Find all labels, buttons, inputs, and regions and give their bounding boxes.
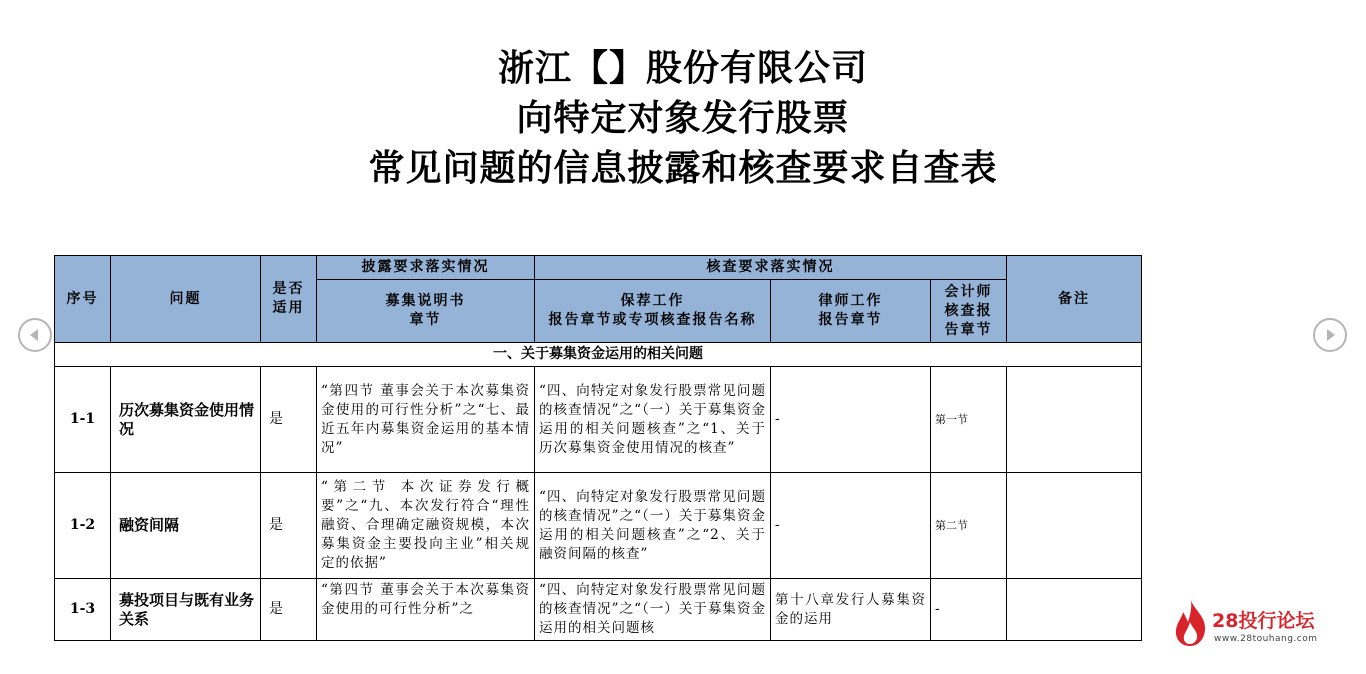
logo-name: 28投行论坛 [1212,610,1315,632]
title-line-3: 常见问题的信息披露和核查要求自查表 [368,148,998,189]
header-seq: 序号 [55,256,111,343]
table-row [55,579,1142,641]
row-question: 募投项目与既有业务关系 [111,579,261,641]
title-line-1: 浙江【】股份有限公司 [497,48,868,89]
row-sponsor: “四、向特定对象发行股票常见问题的核查情况”之“（一）关于募集资金运用的相关问题核查”之“1、关于历次募集资金使用情况的核查” [535,367,771,473]
table-row [55,473,1142,579]
row-number: 1-1 [55,367,111,473]
row-question: 历次募集资金使用情况 [111,367,261,473]
row-remarks [1007,473,1142,579]
row-sponsor: “四、向特定对象发行股票常见问题的核查情况”之“（一）关于募集资金运用的相关问题核 [535,579,771,641]
row-lawyer: 第十八章发行人募集资金的运用 [771,579,931,641]
row-applicable: 是 [261,473,317,579]
flame-icon [1172,598,1210,648]
row-prospectus: “第四节 董事会关于本次募集资金使用的可行性分析”之“七、最近五年内募集资金运用的基本情况” [317,367,535,473]
table-row [55,367,1142,473]
site-logo [1172,598,1342,648]
header-verification-group: 核查要求落实情况 [535,256,1007,280]
header-remarks: 备注 [1007,256,1142,343]
title-line-2: 向特定对象发行股票 [516,98,850,139]
header-question: 问题 [111,256,261,343]
row-accountant: 第一节 [931,367,1007,473]
header-disclosure-group: 披露要求落实情况 [317,256,535,280]
header-applicable: 是否 适用 [261,256,317,343]
row-remarks [1007,579,1142,641]
header-accountant: 会计师 核查报 告章节 [931,280,1007,343]
row-lawyer: - [771,473,931,579]
document-title [0,44,1366,194]
row-question: 融资间隔 [111,473,261,579]
chevron-right-icon [1315,320,1345,350]
row-accountant: - [931,579,1007,641]
header-sponsor: 保荐工作 报告章节或专项核查报告名称 [535,280,771,343]
next-slide-button[interactable] [1313,318,1347,352]
chevron-left-icon [20,320,50,350]
row-applicable: 是 [261,367,317,473]
row-lawyer: - [771,367,931,473]
row-prospectus: “第四节 董事会关于本次募集资金使用的可行性分析”之 [317,579,535,641]
header-lawyer: 律师工作 报告章节 [771,280,931,343]
row-number: 1-3 [55,579,111,641]
row-sponsor: “四、向特定对象发行股票常见问题的核查情况”之“（一）关于募集资金运用的相关问题核查”之“2、关于融资间隔的核查” [535,473,771,579]
row-applicable: 是 [261,579,317,641]
row-remarks [1007,367,1142,473]
row-prospectus: “第二节 本次证券发行概要”之“九、本次发行符合“理性融资、合理确定融资规模，本次募集资金主要投向主业”相关规定的依据” [317,473,535,579]
row-accountant: 第二节 [931,473,1007,579]
logo-url: www.28touhang.com [1214,634,1318,644]
checklist-table [54,255,1142,641]
section-title: 一、关于募集资金运用的相关问题 [55,343,1142,367]
prev-slide-button[interactable] [18,318,52,352]
header-prospectus: 募集说明书 章节 [317,280,535,343]
row-number: 1-2 [55,473,111,579]
